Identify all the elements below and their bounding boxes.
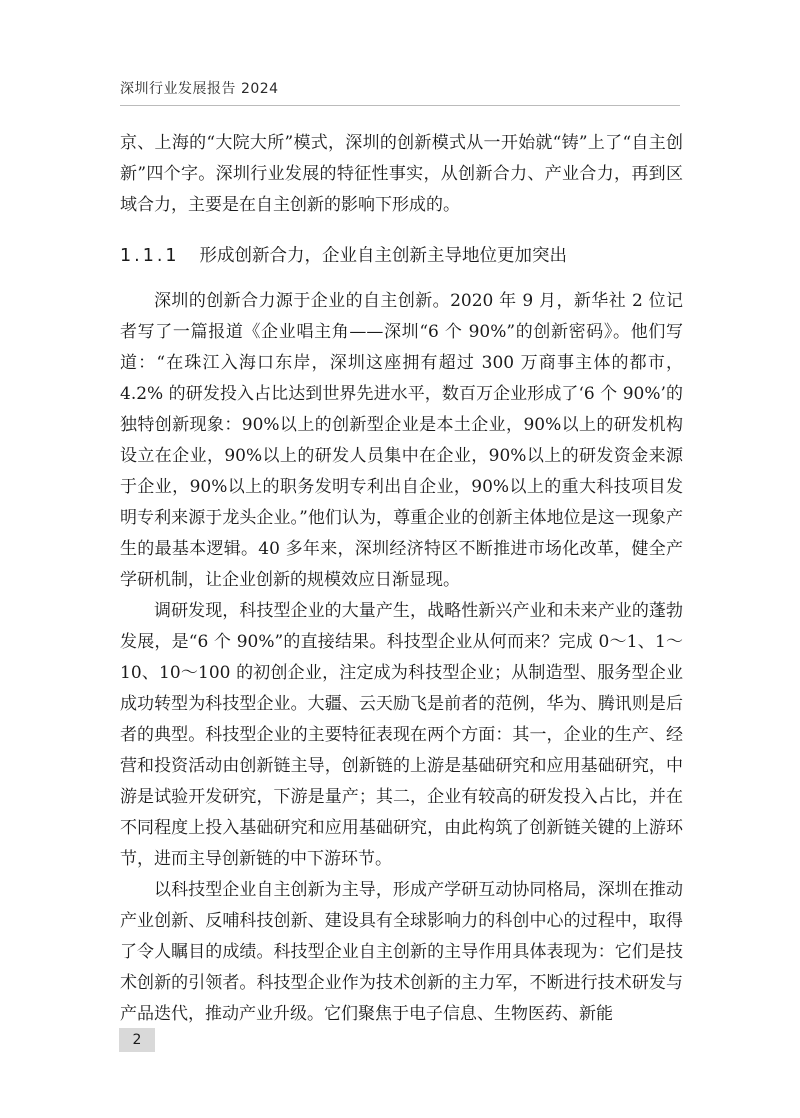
page-number: 2 [119, 1028, 155, 1052]
body-paragraph: 深圳的创新合力源于企业的自主创新。2020 年 9 月，新华社 2 位记者写了一篇报道《企业唱主角——深圳“6 个 90%”的创新密码》。他们写道：“在珠江入海口东岸，深圳这座拥有超过 300 万商事主体的都市，4.2% 的研发投入占比达到世界先进水平，数百万企业形成了‘6 个 90%’的独特创新现象：90%以上的创新型企业是本土企业，90%以上的研发机构设立在企业，90%以上的研发人员集中在企业，90%以上的研发资金来源于企业，90%以上的职务发明专利出自企业，90%以上的重大科技项目发明专利来源于龙头企业。”他们认为，尊重企业的创新主体地位是这一现象产生的最基本逻辑。40 多年来，深圳经济特区不断推进市场化改革，健全产学研机制，让企业创新的规模效应日渐显现。 [120, 291, 683, 590]
body-paragraph: 以科技型企业自主创新为主导，形成产学研互动协同格局，深圳在推动产业创新、反哺科技创新、建设具有全球影响力的科创中心的过程中，取得了令人瞩目的成绩。科技型企业自主创新的主导作用具体表现为：它们是技术创新的引领者。科技型企业作为技术创新的主力军，不断进行技术研发与产品迭代，推动产业升级。它们聚焦于电子信息、生物医药、新能 [120, 880, 683, 1024]
body-paragraph: 京、上海的“大院大所”模式，深圳的创新模式从一开始就“铸”上了“自主创新”四个字。深圳行业发展的特征性事实，从创新合力、产业合力，再到区域合力，主要是在自主创新的影响下形成的。 [120, 133, 683, 215]
page-body [120, 128, 683, 1030]
body-paragraph: 调研发现，科技型企业的大量产生，战略性新兴产业和未来产业的蓬勃发展，是“6 个 90%”的直接结果。科技型企业从何而来？完成 0～1、1～10、10～100 的初创企业，注定成为科技型企业；从制造型、服务型企业成功转型为科技型企业。大疆、云天励飞是前者的范例，华为、腾讯则是后者的典型。科技型企业的主要特征表现在两个方面：其一，企业的生产、经营和投资活动由创新链主导，创新链的上游是基础研究和应用基础研究，中游是试验开发研究，下游是量产；其二，企业有较高的研发投入占比，并在不同程度上投入基础研究和应用基础研究，由此构筑了创新链关键的上游环节，进而主导创新链的中下游环节。 [120, 601, 683, 869]
section-number: 1.1.1 [120, 246, 180, 266]
section-title: 形成创新合力，企业自主创新主导地位更加突出 [199, 246, 568, 266]
section-heading [120, 241, 683, 271]
header-rule [120, 105, 680, 106]
running-header: 深圳行业发展报告 2024 [120, 81, 279, 97]
